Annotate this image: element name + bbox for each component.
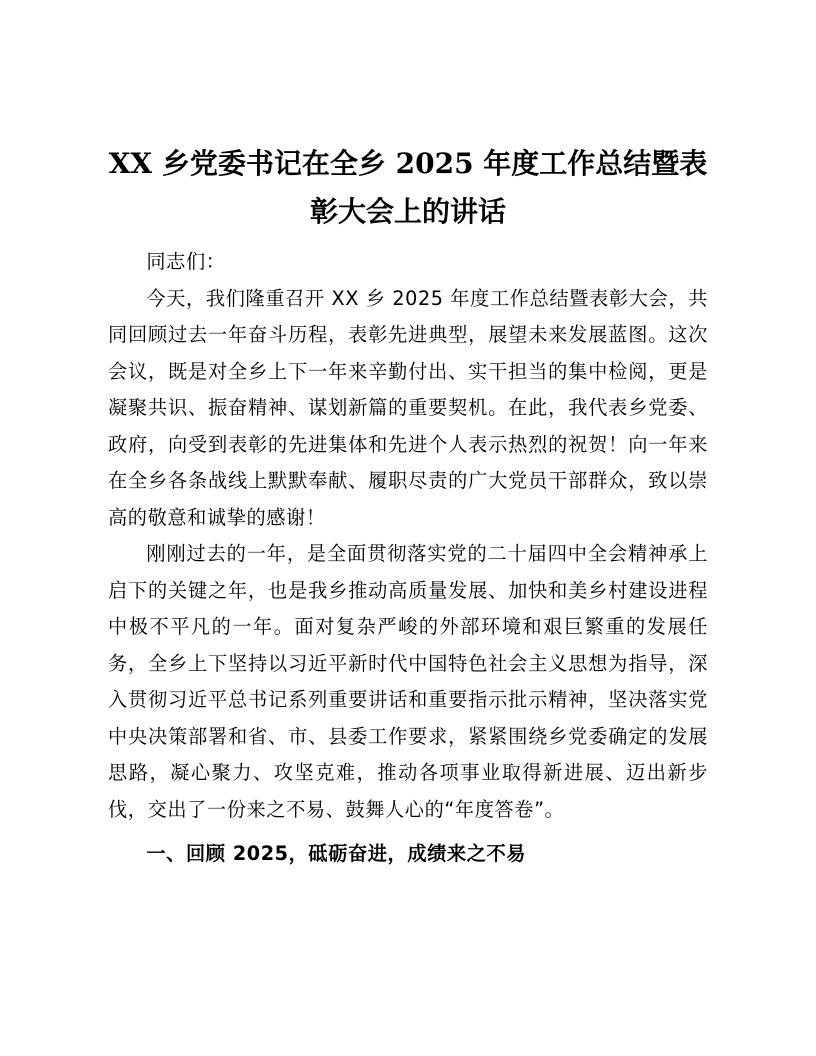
salutation: 同志们： (146, 250, 226, 273)
document-page (108, 140, 708, 873)
paragraph-review: 刚刚过去的一年，是全面贯彻落实党的二十届四中全会精神承上启下的关键之年，也是我乡推动高质量发展、加快和美乡村建设进程中极不平凡的一年。面对复杂严峻的外部环境和艰巨繁重的发展任务，全乡上下坚持以习近平新时代中国特色社会主义思想为指导，深入贯彻习近平总书记系列重要讲话和重要指示批示精神，坚决落实党中央决策部署和省、市、县委工作要求，紧紧围绕乡党委确定的发展思路，凝心聚力、攻坚克难，推动各项事业取得新进展、迈出新步伐，交出了一份来之不易、鼓舞人心的“年度答卷”。 (108, 542, 708, 821)
section-heading: 一、回顾 2025，砥砺奋进，成绩来之不易 (146, 842, 527, 865)
paragraph-opening: 今天，我们隆重召开 XX 乡 2025 年度工作总结暨表彰大会，共同回顾过去一年奋斗历程，表彰先进典型，展望未来发展蓝图。这次会议，既是对全乡上下一年来辛勤付出、实干担当的集中检阅，更是凝聚共识、振奋精神、谋划新篇的重要契机。在此，我代表乡党委、政府，向受到表彰的先进集体和先进个人表示热烈的祝贺！向一年来在全乡各条战线上默默奉献、履职尽责的广大党员干部群众，致以崇高的敬意和诚挚的感谢！ (108, 286, 708, 529)
document-title: XX 乡党委书记在全乡 2025 年度工作总结暨表彰大会上的讲话 (108, 147, 708, 228)
